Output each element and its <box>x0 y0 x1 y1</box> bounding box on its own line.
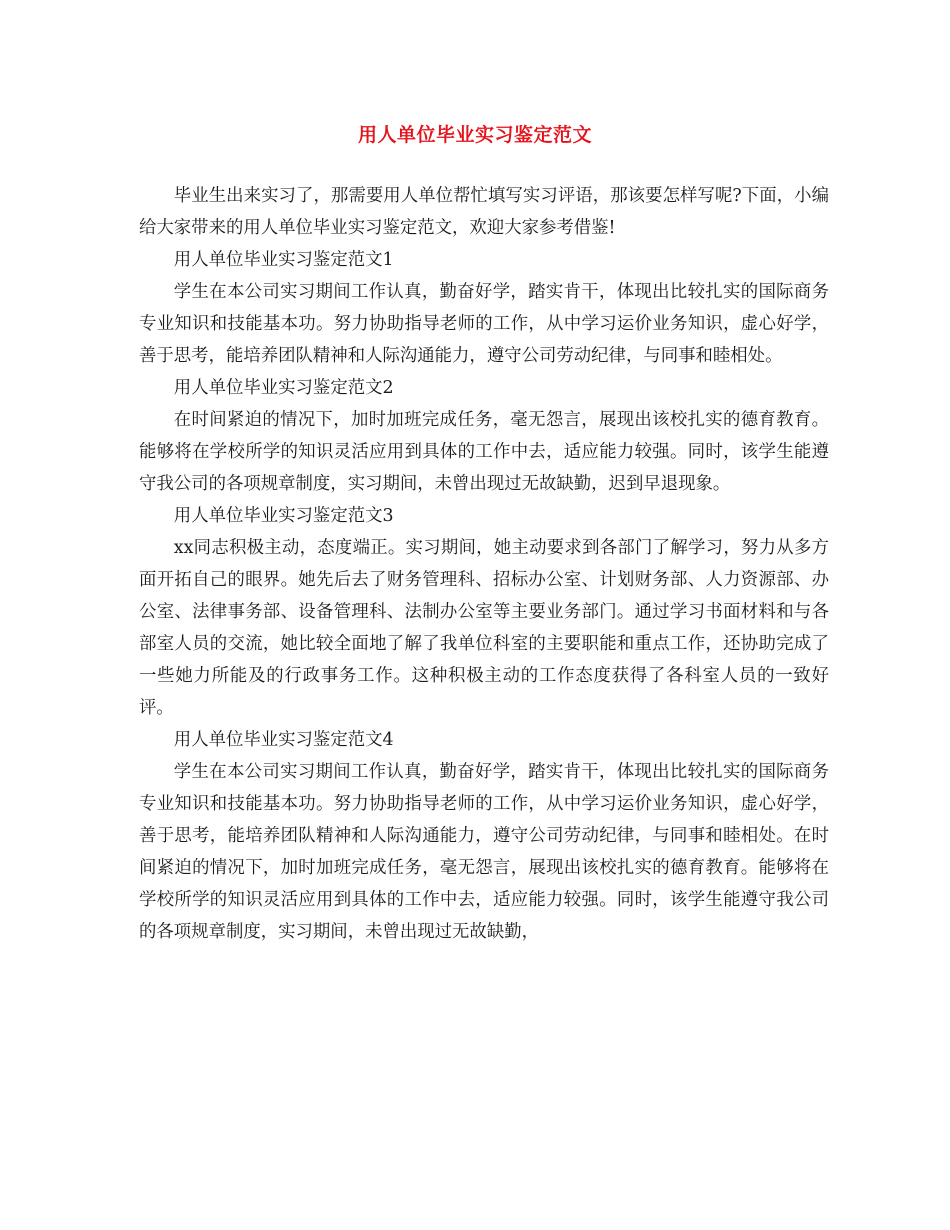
section-heading-3: 用人单位毕业实习鉴定范文3 <box>173 506 394 526</box>
section-heading-4: 用人单位毕业实习鉴定范文4 <box>173 730 394 750</box>
section-heading-1: 用人单位毕业实习鉴定范文1 <box>173 250 394 270</box>
section-heading-2: 用人单位毕业实习鉴定范文2 <box>173 378 394 398</box>
intro-paragraph: 毕业生出来实习了，那需要用人单位帮忙填写实习评语，那该要怎样写呢?下面，小编给大家带来的用人单位毕业实习鉴定范文，欢迎大家参考借鉴! <box>139 186 829 238</box>
document-title: 用人单位毕业实习鉴定范文 <box>357 124 592 146</box>
section-paragraph-2: 在时间紧迫的情况下，加时加班完成任务，毫无怨言，展现出该校扎实的德育教育。能够将在学校所学的知识灵活应用到具体的工作中去，适应能力较强。同时，该学生能遵守我公司的各项规章制度，实习期间，未曾出现过无故缺勤，迟到早退现象。 <box>139 410 829 494</box>
section-paragraph-1: 学生在本公司实习期间工作认真，勤奋好学，踏实肯干，体现出比较扎实的国际商务专业知识和技能基本功。努力协助指导老师的工作，从中学习运价业务知识，虚心好学，善于思考，能培养团队精神和人际沟通能力，遵守公司劳动纪律，与同事和睦相处。 <box>139 282 829 366</box>
document-body <box>139 180 829 948</box>
section-paragraph-4: 学生在本公司实习期间工作认真，勤奋好学，踏实肯干，体现出比较扎实的国际商务专业知识和技能基本功。努力协助指导老师的工作，从中学习运价业务知识，虚心好学，善于思考，能培养团队精神和人际沟通能力，遵守公司劳动纪律，与同事和睦相处。在时间紧迫的情况下，加时加班完成任务，毫无怨言，展现出该校扎实的德育教育。能够将在学校所学的知识灵活应用到具体的工作中去，适应能力较强。同时，该学生能遵守我公司的各项规章制度，实习期间，未曾出现过无故缺勤， <box>139 762 829 942</box>
section-paragraph-3: xx同志积极主动，态度端正。实习期间，她主动要求到各部门了解学习，努力从多方面开拓自己的眼界。她先后去了财务管理科、招标办公室、计划财务部、人力资源部、办公室、法律事务部、设备管理科、法制办公室等主要业务部门。通过学习书面材料和与各部室人员的交流，她比较全面地了解了我单位科室的主要职能和重点工作，还协助完成了一些她力所能及的行政事务工作。这种积极主动的工作态度获得了各科室人员的一致好评。 <box>139 538 829 718</box>
